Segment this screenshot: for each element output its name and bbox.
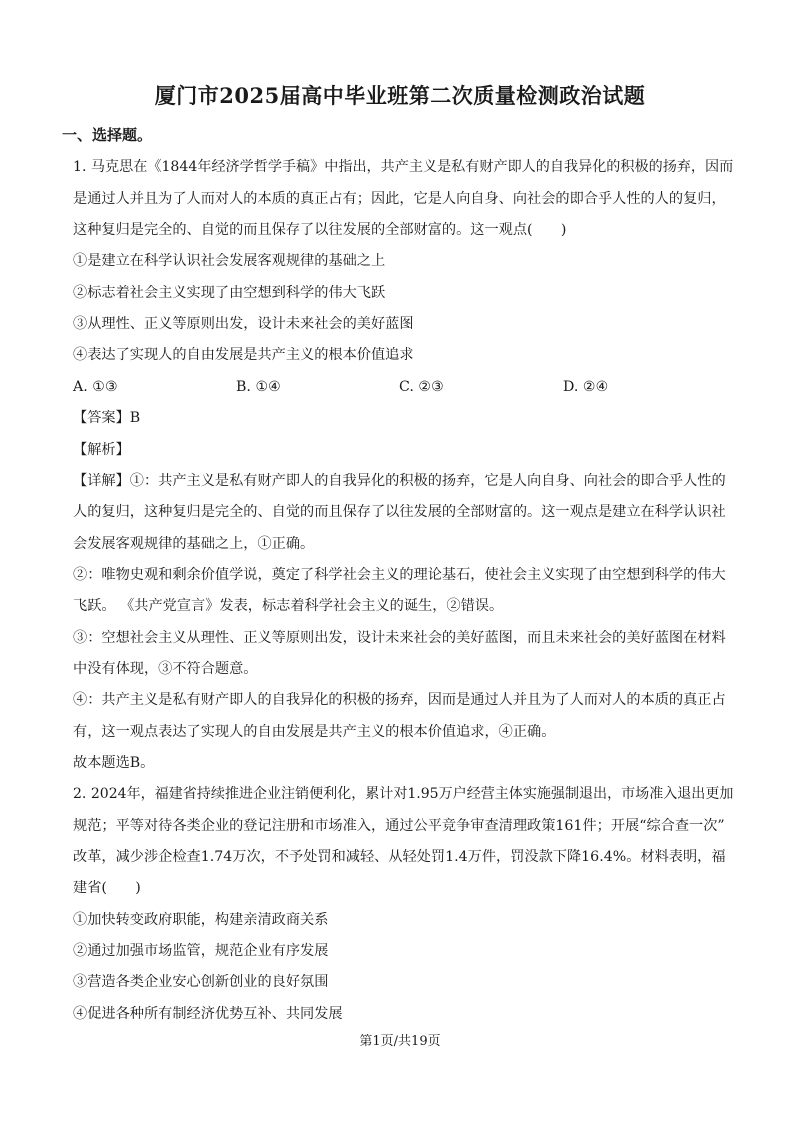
q1-detail-line: 有，这一观点表达了实现人的自由发展是共产主义的根本价值追求，④正确。 (73, 724, 556, 740)
q1-stem-line: 是通过人并且为了人而对人的本质的真正占有；因此，它是人向自身、向社会的即合乎人性的人的复归， (73, 191, 726, 207)
q2-stem-line: 建省( ) (73, 880, 141, 896)
q1-detail-line: 会发展客观规律的基础之上，①正确。 (73, 536, 315, 552)
page-footer: 第1页/共19页 (359, 1034, 441, 1049)
q1-detail-line: ②：唯物史观和剩余价值学说，奠定了科学社会主义的理论基石，使社会主义实现了由空想到科学的伟大 (73, 567, 726, 583)
q1-option-b: B. ①④ (236, 379, 281, 395)
q2-stem-line: 2. 2024年，福建省持续推进企业注销便利化，累计对1.95万户经营主体实施强制退出，市场准入退出更加 (73, 786, 734, 802)
q1-detail-line: 人的复归，这种复归是完全的、自觉的而且保存了以往发展的全部财富的。这一观点是建立在科学认识社 (73, 504, 726, 520)
q1-option-d: D. ②④ (563, 379, 609, 395)
q1-detail-line: 故本题选B。 (73, 755, 155, 771)
q2-statement: ③营造各类企业安心创新创业的良好氛围 (73, 974, 329, 990)
q1-stem-line: 这种复归是完全的、自觉的而且保存了以往发展的全部财富的。这一观点( ) (73, 222, 567, 238)
q2-stem-line: 改革，减少涉企检查1.74万次，不予处罚和减轻、从轻处罚1.4万件，罚没款下降16.4%。材料表明，福 (73, 849, 726, 865)
q1-detail-line: ③：空想社会主义从理性、正义等原则出发，设计未来社会的美好蓝图，而且未来社会的美好蓝图在材料 (73, 630, 726, 646)
q1-stem-line: 1. 马克思在《1844年经济学哲学手稿》中指出，共产主义是私有财产即人的自我异化的积极的扬弃，因而 (73, 159, 734, 175)
q1-detail-line: 飞跃。 《共产党宣言》发表，标志着科学社会主义的诞生，②错误。 (73, 598, 504, 614)
q1-option-a: A. ①③ (73, 379, 118, 395)
q1-answer: 【答案】B (73, 410, 141, 426)
q1-detail-line: ④：共产主义是私有财产即人的自我异化的积极的扬弃，因而是通过人并且为了人而对人的本质的真正占 (73, 692, 726, 708)
q1-statement: ②标志着社会主义实现了由空想到科学的伟大飞跃 (73, 285, 386, 301)
q1-detail-line: 中没有体现，③不符合题意。 (73, 661, 258, 677)
q2-stem-line: 规范；平等对待各类企业的登记注册和市场准入，通过公平竞争审查清理政策161件；开展“综合查一次” (73, 818, 725, 834)
q2-statement: ④促进各种所有制经济优势互补、共同发展 (73, 1006, 343, 1022)
q1-option-c: C. ②③ (399, 379, 444, 395)
q1-statement: ①是建立在科学认识社会发展客观规律的基础之上 (73, 253, 386, 269)
document-title: 厦门市2025届高中毕业班第二次质量检测政治试题 (154, 83, 646, 108)
section-heading: 一、选择题。 (62, 126, 153, 144)
q2-statement: ①加快转变政府职能，构建亲清政商关系 (73, 912, 329, 928)
q2-statement: ②通过加强市场监管，规范企业有序发展 (73, 943, 329, 959)
q1-statement: ④表达了实现人的自由发展是共产主义的根本价值追求 (73, 347, 414, 363)
q1-detail-line: 【详解】①：共产主义是私有财产即人的自我异化的积极的扬弃，它是人向自身、向社会的即合乎人性的 (73, 473, 726, 489)
q1-analysis-label: 【解析】 (73, 442, 130, 458)
q1-statement: ③从理性、正义等原则出发，设计未来社会的美好蓝图 (73, 316, 414, 332)
